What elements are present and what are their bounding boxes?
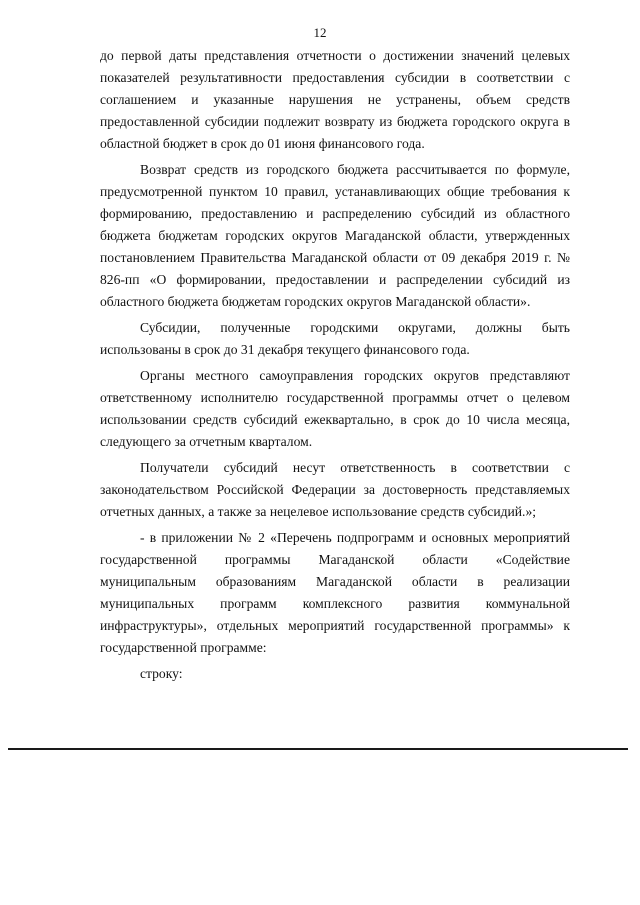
- paragraph-subsidy-usage-term: Субсидии, полученные городскими округами, должны быть использованы в срок до 31 декабря текущего финансового года.: [100, 320, 570, 357]
- bottom-divider: [8, 748, 628, 750]
- paragraph-return-formula: Возврат средств из городского бюджета рассчитывается по формуле, предусмотренной пунктом 10 правил, устанавливающих общие требования к формированию, предоставлению и распределению субсидий из областного бюджета бюджетам городских округов Магаданской области, утвержденных постановлением Правительства Магаданской области от 09 декабря 2019 г. № 826-пп «О формировании, предоставлении и распределении субсидий из областного бюджета бюджетам городских округов Магаданской области».: [100, 162, 570, 309]
- document-body: [100, 45, 570, 685]
- paragraph-appendix-2: - в приложении № 2 «Перечень подпрограмм и основных мероприятий государственной программы Магаданской области «Содействие муниципальным образованиям Магаданской области в реализации муниципальных программ комплексного развития коммунальной инфраструктуры», отдельных мероприятий государственной программы» к государственной программе:: [100, 530, 570, 655]
- page-number: 12: [313, 25, 327, 40]
- paragraph-subsidy-return-deadline: до первой даты представления отчетности о достижении значений целевых показателей результативности предоставления субсидии в соответствии с соглашением и указанные нарушения не устранены, объем средств предоставленной субсидии подлежит возврату из бюджета городского округа в областной бюджет в срок до 01 июня финансового года.: [100, 48, 570, 151]
- paragraph-reporting: Органы местного самоуправления городских округов представляют ответственному исполнителю государственной программы отчет о целевом использовании средств субсидий ежеквартально, в срок до 10 числа месяца, следующего за отчетным кварталом.: [100, 368, 570, 449]
- paragraph-row-label: строку:: [140, 666, 183, 681]
- paragraph-responsibility: Получатели субсидий несут ответственность в соответствии с законодательством Российской Федерации за достоверность представляемых отчетных данных, а также за нецелевое использование средств субсидий.»;: [100, 460, 570, 519]
